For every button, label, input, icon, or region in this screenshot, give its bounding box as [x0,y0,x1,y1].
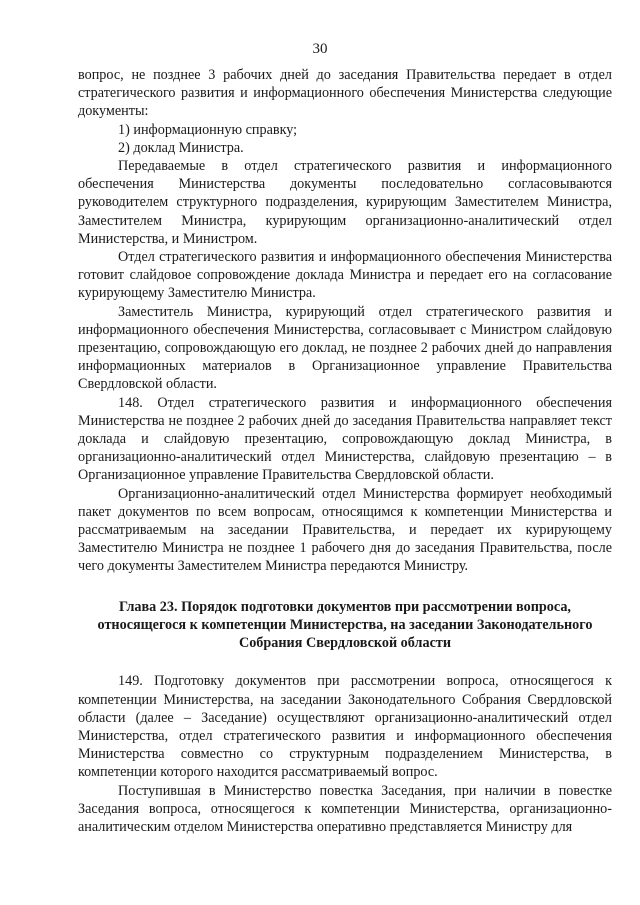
list-item-2: 2) доклад Министра. [118,139,244,156]
paragraph-deputy-approval: Заместитель Министра, курирующий отдел стратегического развития и информационного обеспечения Министерства, согласовывает с Министром слайдовую презентацию, сопровождающую его доклад, не позднее 2 рабочих дней до направления информационных материалов в Организационное управление Правительства Свердловской области. [78,303,612,393]
chapter-heading: Глава 23. Порядок подготовки документов при рассмотрении вопроса, относящегося к компетенции Министерства, на заседании Законодательного Собрания Свердловской области [97,598,593,652]
page-number: 30 [312,41,328,57]
paragraph-documents-approval: Передаваемые в отдел стратегического развития и информационного обеспечения Министерства документы последовательно согласовываются руководителем структурного подразделения, курирующим Заместителем Министра, Заместителем Министра, курирующим организационно-аналитический отдел Министерства, и Министром. [78,158,612,247]
paragraph-package-formation: Организационно-аналитический отдел Министерства формирует необходимый пакет документов по всем вопросам, относящимся к компетенции Министерства и рассматриваемым на заседании Правительства, и передает их курирующему Заместителю Министра не позднее 1 рабочего дня до заседания Правительства, после чего документы Заместителем Министра передаются Министру. [78,485,612,575]
paragraph-148: 148. Отдел стратегического развития и информационного обеспечения Министерства не позднее 2 рабочих дней до заседания Правительства направляет текст доклада и слайдовую презентацию, сопровождающую доклад Министра, в организационно-аналитический отдел Министерства, слайдовую презентацию – в Организационное управление Правительства Свердловской области. [78,394,612,484]
paragraph-149: 149. Подготовку документов при рассмотрении вопроса, относящегося к компетенции Министерства, на заседании Законодательного Собрания Свердловской области (далее – Заседание) осуществляют организационно-аналитический отдел Министерства, отдел стратегического развития и информационного обеспечения Министерства совместно со структурным подразделением Министерства, в компетенции которого находится рассматриваемый вопрос. [78,673,612,781]
paragraph-slide-support: Отдел стратегического развития и информационного обеспечения Министерства готовит слайдовое сопровождение доклада Министра и передает его на согласование курирующему Заместителю Министра. [78,249,612,302]
paragraph-continuation: вопрос, не позднее 3 рабочих дней до заседания Правительства передает в отдел стратегического развития и информационного обеспечения Министерства следующие документы: [78,67,612,120]
paragraph-agenda: Поступившая в Министерство повестка Заседания, при наличии в повестке Заседания вопроса, относящегося к компетенции Министерства, организационно-аналитическим отделом Министерства оперативно представляется Министру для [78,782,612,835]
list-item-1: 1) информационную справку; [118,121,298,138]
document-body [78,66,612,836]
